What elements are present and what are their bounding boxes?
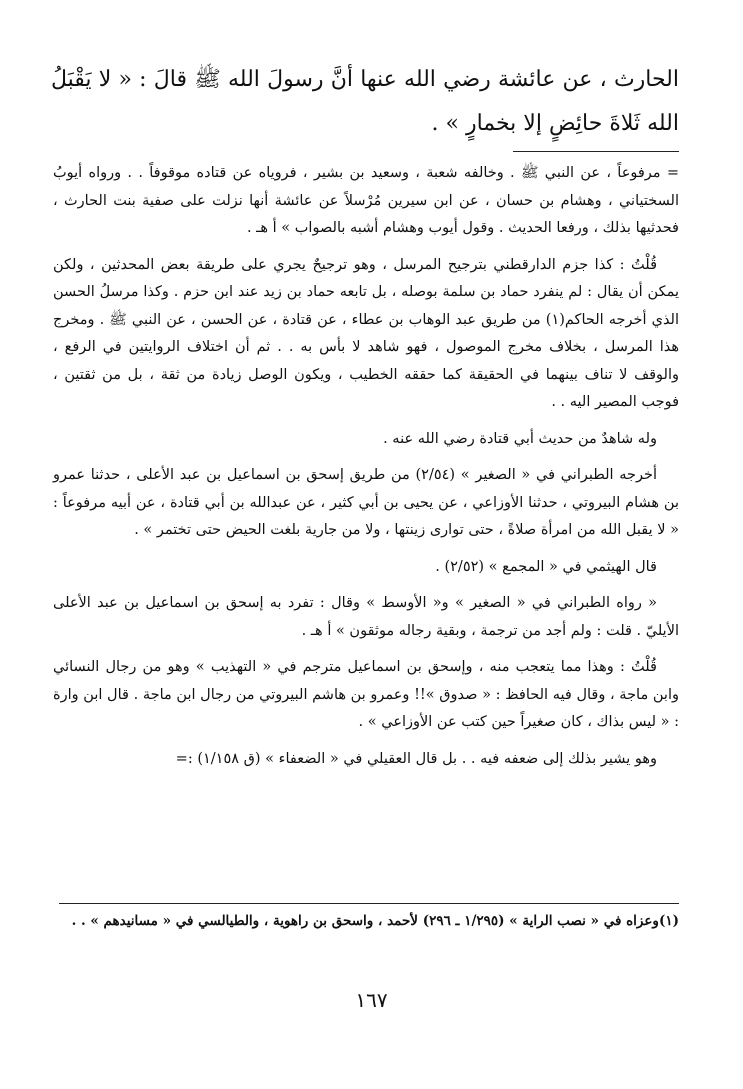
commentary-paragraph-uqayli: وهو يشير بذلك إلى ضعفه فيه . . بل قال العقيلي في « الضعفاء » (ق ١/١٥٨) := [175,750,657,767]
footnote-1: (١)وعزاه في « نصب الراية » (١/٢٩٥ ـ ٢٩٦) لأحمد ، واسحق بن راهوية ، والطيالسي في « مسانيدهم » . . [71,913,679,929]
top-separator-rule [513,151,679,152]
commentary-paragraph-continuation: = مرفوعاً ، عن النبي ﷺ . وخالفه شعبة ، وسعيد بن بشير ، فروياه عن قتاده موقوفاً . . ورواه أيوبُ السختياني ، وهشام بن حسان ، عن ابن سيرين مُرْسلاً عن عائشة أنها نزلت على صفية بنت الحارث ، فحدثيها بذلك ، ورفعا الحديث . وقول أيوب وهشام أشبه بالصواب » أ هـ . [53,165,679,236]
footnote-separator-rule [59,903,679,904]
commentary-section [53,160,679,782]
commentary-paragraph-tabarani: أخرجه الطبراني في « الصغير » (٢/٥٤) من طريق إسحق بن اسماعيل بن عبد الأعلى ، حدثنا عمرو بن هشام البيروتي ، حدثنا الأوزاعي ، عن يحيى بن أبي كثير ، عن عبدالله بن أبي قتادة ، عن أبيه مرفوعاً : « لا يقبل الله من امرأة صلاةً ، حتى توارى زينتها ، ولا من جارية بلغت الحيض حتى تختمر » . [53,467,679,538]
page-number: ١٦٧ [355,988,388,1012]
main-hadith-text: الحارث ، عن عائشة رضي الله عنها أنَّ رسولَ الله ﷺ قالَ : « لا يَقْبَلُ الله ثَلاةَ حائِضٍ إلا بخمارٍ » . [51,67,680,136]
commentary-paragraph-qultu-1: قُلْتُ : كذا جزم الدارقطني بترجيح المرسل ، وهو ترجيحٌ يجري على طريقة بعض المحدثين ، ولكن يمكن أن يقال : لم ينفرد حماد بن سلمة بوصله ، بل تابعه حماد بن زيد عند ابن حزم . وكذا مرسلُ الحسن الذي أخرجه الحاكم(١) من طريق عبد الوهاب بن عطاء ، عن قتادة ، عن الحسن ، عن النبي ﷺ . ومخرج هذا المرسل ، بخلاف مخرج الموصول ، فهو شاهد لا بأس به . . ثم أن اختلاف الروايتين في الرفع ، والوقف لا تناف بينهما في الحقيقة كما حققه الخطيب ، ويكون الوصل زيادة من ثقة ، بل من ثقتين ، فوجب المصير اليه . . [53,256,679,410]
commentary-paragraph-qultu-2: قُلْتُ : وهذا مما يتعجب منه ، وإسحق بن اسماعيل مترجم في « التهذيب » وهو من رجال النسائي وابن ماجة ، وقال فيه الحافظ : « صدوق »!! وعمرو بن هاشم البيروتي من رجال ابن ماجة . قال ابن وارة : « ليس بذاك ، كان صغيراً حين كتب عن الأوزاعي » . [53,659,679,730]
commentary-paragraph-quote: « رواه الطبراني في « الصغير » و« الأوسط » وقال : تفرد به إسحق بن اسماعيل بن عبد الأعلى الأيليّ . قلت : ولم أجد من ترجمة ، وبقية رجاله موثقون » أ هـ . [53,595,679,639]
commentary-paragraph-shahid: وله شاهدٌ من حديث أبي قتادة رضي الله عنه . [383,430,657,447]
footnotes-section [53,908,679,935]
commentary-paragraph-haythami: قال الهيثمي في « المجمع » (٢/٥٢) . [435,558,657,575]
